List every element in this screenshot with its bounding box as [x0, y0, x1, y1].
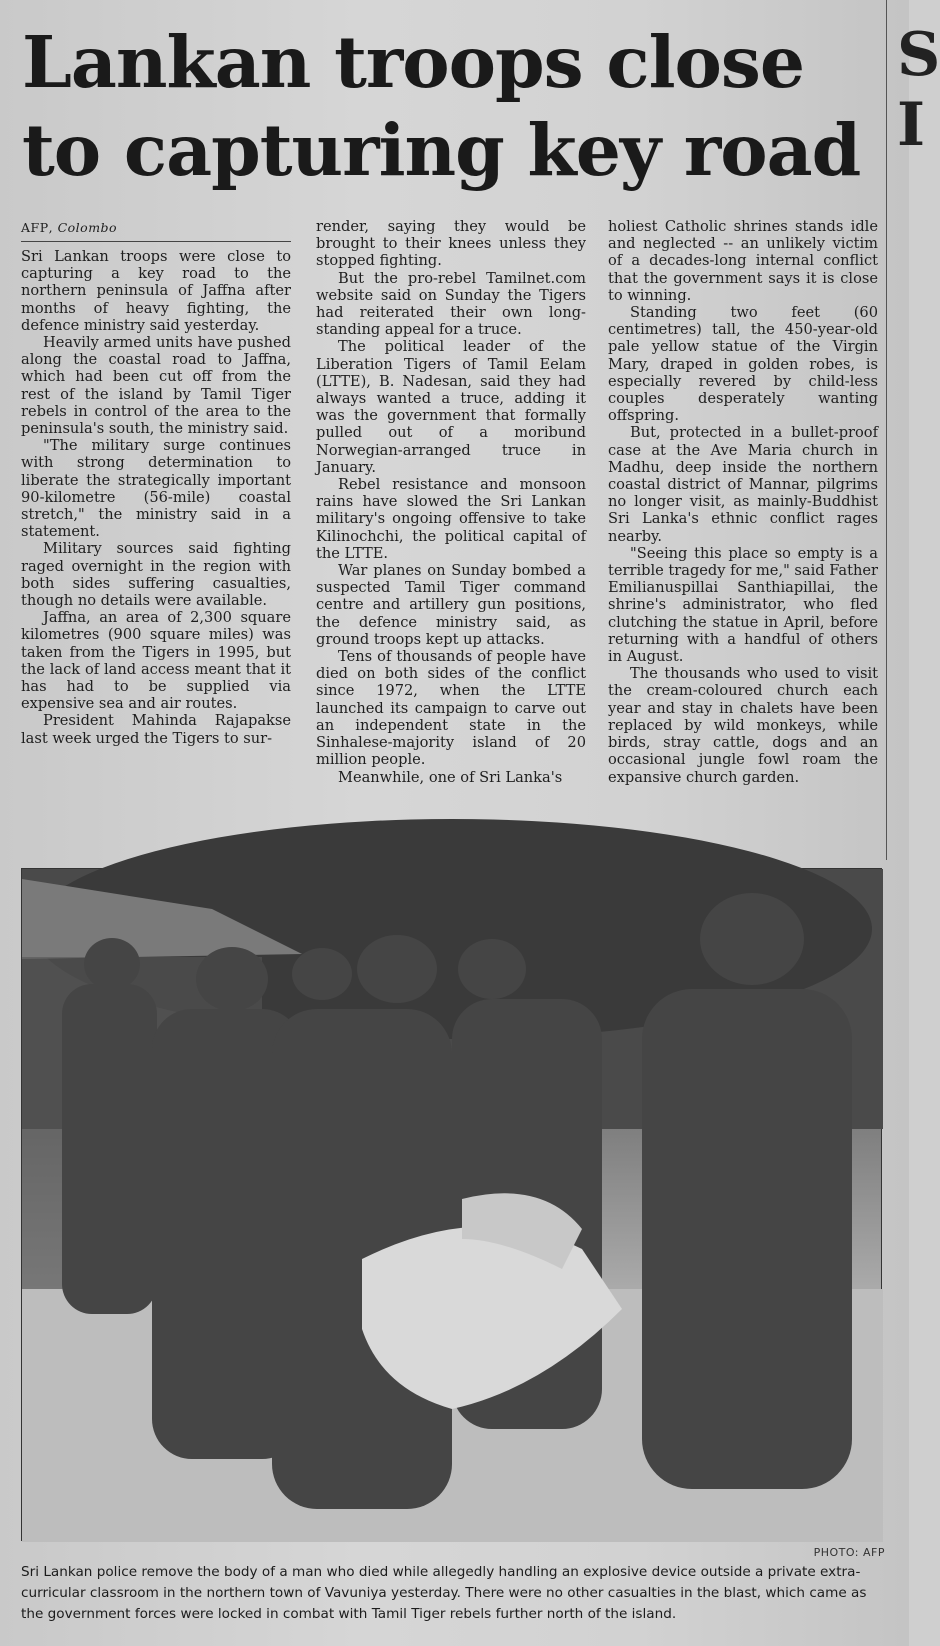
paragraph: render, saying they would be brought to their knees unless they stopped fighting.	[316, 218, 586, 270]
article-body	[21, 220, 881, 840]
paragraph: The political leader of the Liberation Tigers of Tamil Eelam (LTTE), B. Nadesan, said they had always wanted a truce, adding it was the government that formally pulled out of a moribund Norwegian-arranged truce in January.	[316, 338, 586, 476]
paragraph: "The military surge continues with strong determination to liberate the strategically important 90-kilometre (56-mile) coastal stretch," the ministry said in a statement.	[21, 437, 291, 541]
paragraph: Military sources said fighting raged overnight in the region with both sides suffering casualties, though no details were available.	[21, 540, 291, 610]
byline: AFP, Colombo	[21, 220, 291, 242]
paragraph: "Seeing this place so empty is a terrible tragedy for me," said Father Emilianuspillai Santhiapillai, the shrine's administrator, who fled clutching the statue in April, before returning with a handful of others in August.	[608, 544, 878, 666]
byline-agency: AFP	[21, 220, 49, 235]
adjacent-article-edge	[886, 0, 940, 860]
column-1	[21, 248, 291, 747]
paragraph: Sri Lankan troops were close to capturing a key road to the northern peninsula of Jaffna after months of heavy fighting, the defence ministry said yesterday.	[21, 248, 291, 334]
paragraph: Heavily armed units have pushed along the coastal road to Jaffna, which had been cut off from the rest of the island by Tamil Tiger rebels in control of the area to the peninsula's south, the ministry said.	[21, 334, 291, 438]
column-2	[316, 218, 586, 786]
photo-illustration	[22, 869, 883, 1542]
photo-caption: Sri Lankan police remove the body of a man who died while allegedly handling an explosive device outside a private extra-curricular classroom in the northern town of Vavuniya yesterday. There were no other casualties in the blast, which came as the government forces were locked in combat with Tamil Tiger rebels further north of the island.	[21, 1564, 867, 1622]
paragraph: But, protected in a bullet-proof case at the Ave Maria church in Madhu, deep inside the northern coastal district of Mannar, pilgrims no longer visit, as mainly-Buddhist Sri Lanka's ethnic conflict rages nearby.	[608, 424, 878, 545]
paragraph: Meanwhile, one of Sri Lanka's	[338, 768, 563, 786]
paragraph: War planes on Sunday bombed a suspected Tamil Tiger command centre and artillery gun positions, the defence ministry said, as ground troops kept up attacks.	[316, 562, 586, 648]
paragraph: President Mahinda Rajapakse last week urged the Tigers to sur-	[21, 712, 291, 747]
photo-credit: PHOTO: AFP	[813, 1546, 885, 1559]
paragraph: The thousands who used to visit the cream-coloured church each year and stay in chalets have been replaced by wild monkeys, while birds, stray cattle, dogs and an occasional jungle fowl roam the expansive church garden.	[608, 665, 878, 786]
paragraph: holiest Catholic shrines stands idle and neglected -- an unlikely victim of a decades-long internal conflict that the government says it is close to winning.	[608, 218, 878, 304]
paragraph: But the pro-rebel Tamilnet.com website said on Sunday the Tigers had reiterated their own long-standing appeal for a truce.	[316, 269, 586, 339]
paragraph: Standing two feet (60 centimetres) tall, the 450-year-old pale yellow statue of the Virgin Mary, draped in golden robes, is especially revered by child-less couples desperately wanting offspring.	[608, 304, 878, 425]
paragraph: Tens of thousands of people have died on both sides of the conflict since 1972, when the LTTE launched its campaign to carve out an independent state in the Sinhalese-majority island of 20 million people.	[316, 648, 586, 769]
byline-city: Colombo	[57, 220, 118, 235]
paragraph: Rebel resistance and monsoon rains have slowed the Sri Lankan military's ongoing offensive to take Kilinochchi, the political capital of the LTTE.	[316, 476, 586, 562]
headline: Lankan troops close to capturing key road	[22, 20, 861, 192]
news-photo	[21, 868, 882, 1541]
paragraph: Jaffna, an area of 2,300 square kilometres (900 square miles) was taken from the Tigers in 1995, but the lack of land access meant that it has had to be supplied via expensive sea and air routes.	[21, 609, 291, 713]
adjacent-headline-fragment: S I	[897, 20, 940, 160]
column-3	[608, 218, 878, 786]
